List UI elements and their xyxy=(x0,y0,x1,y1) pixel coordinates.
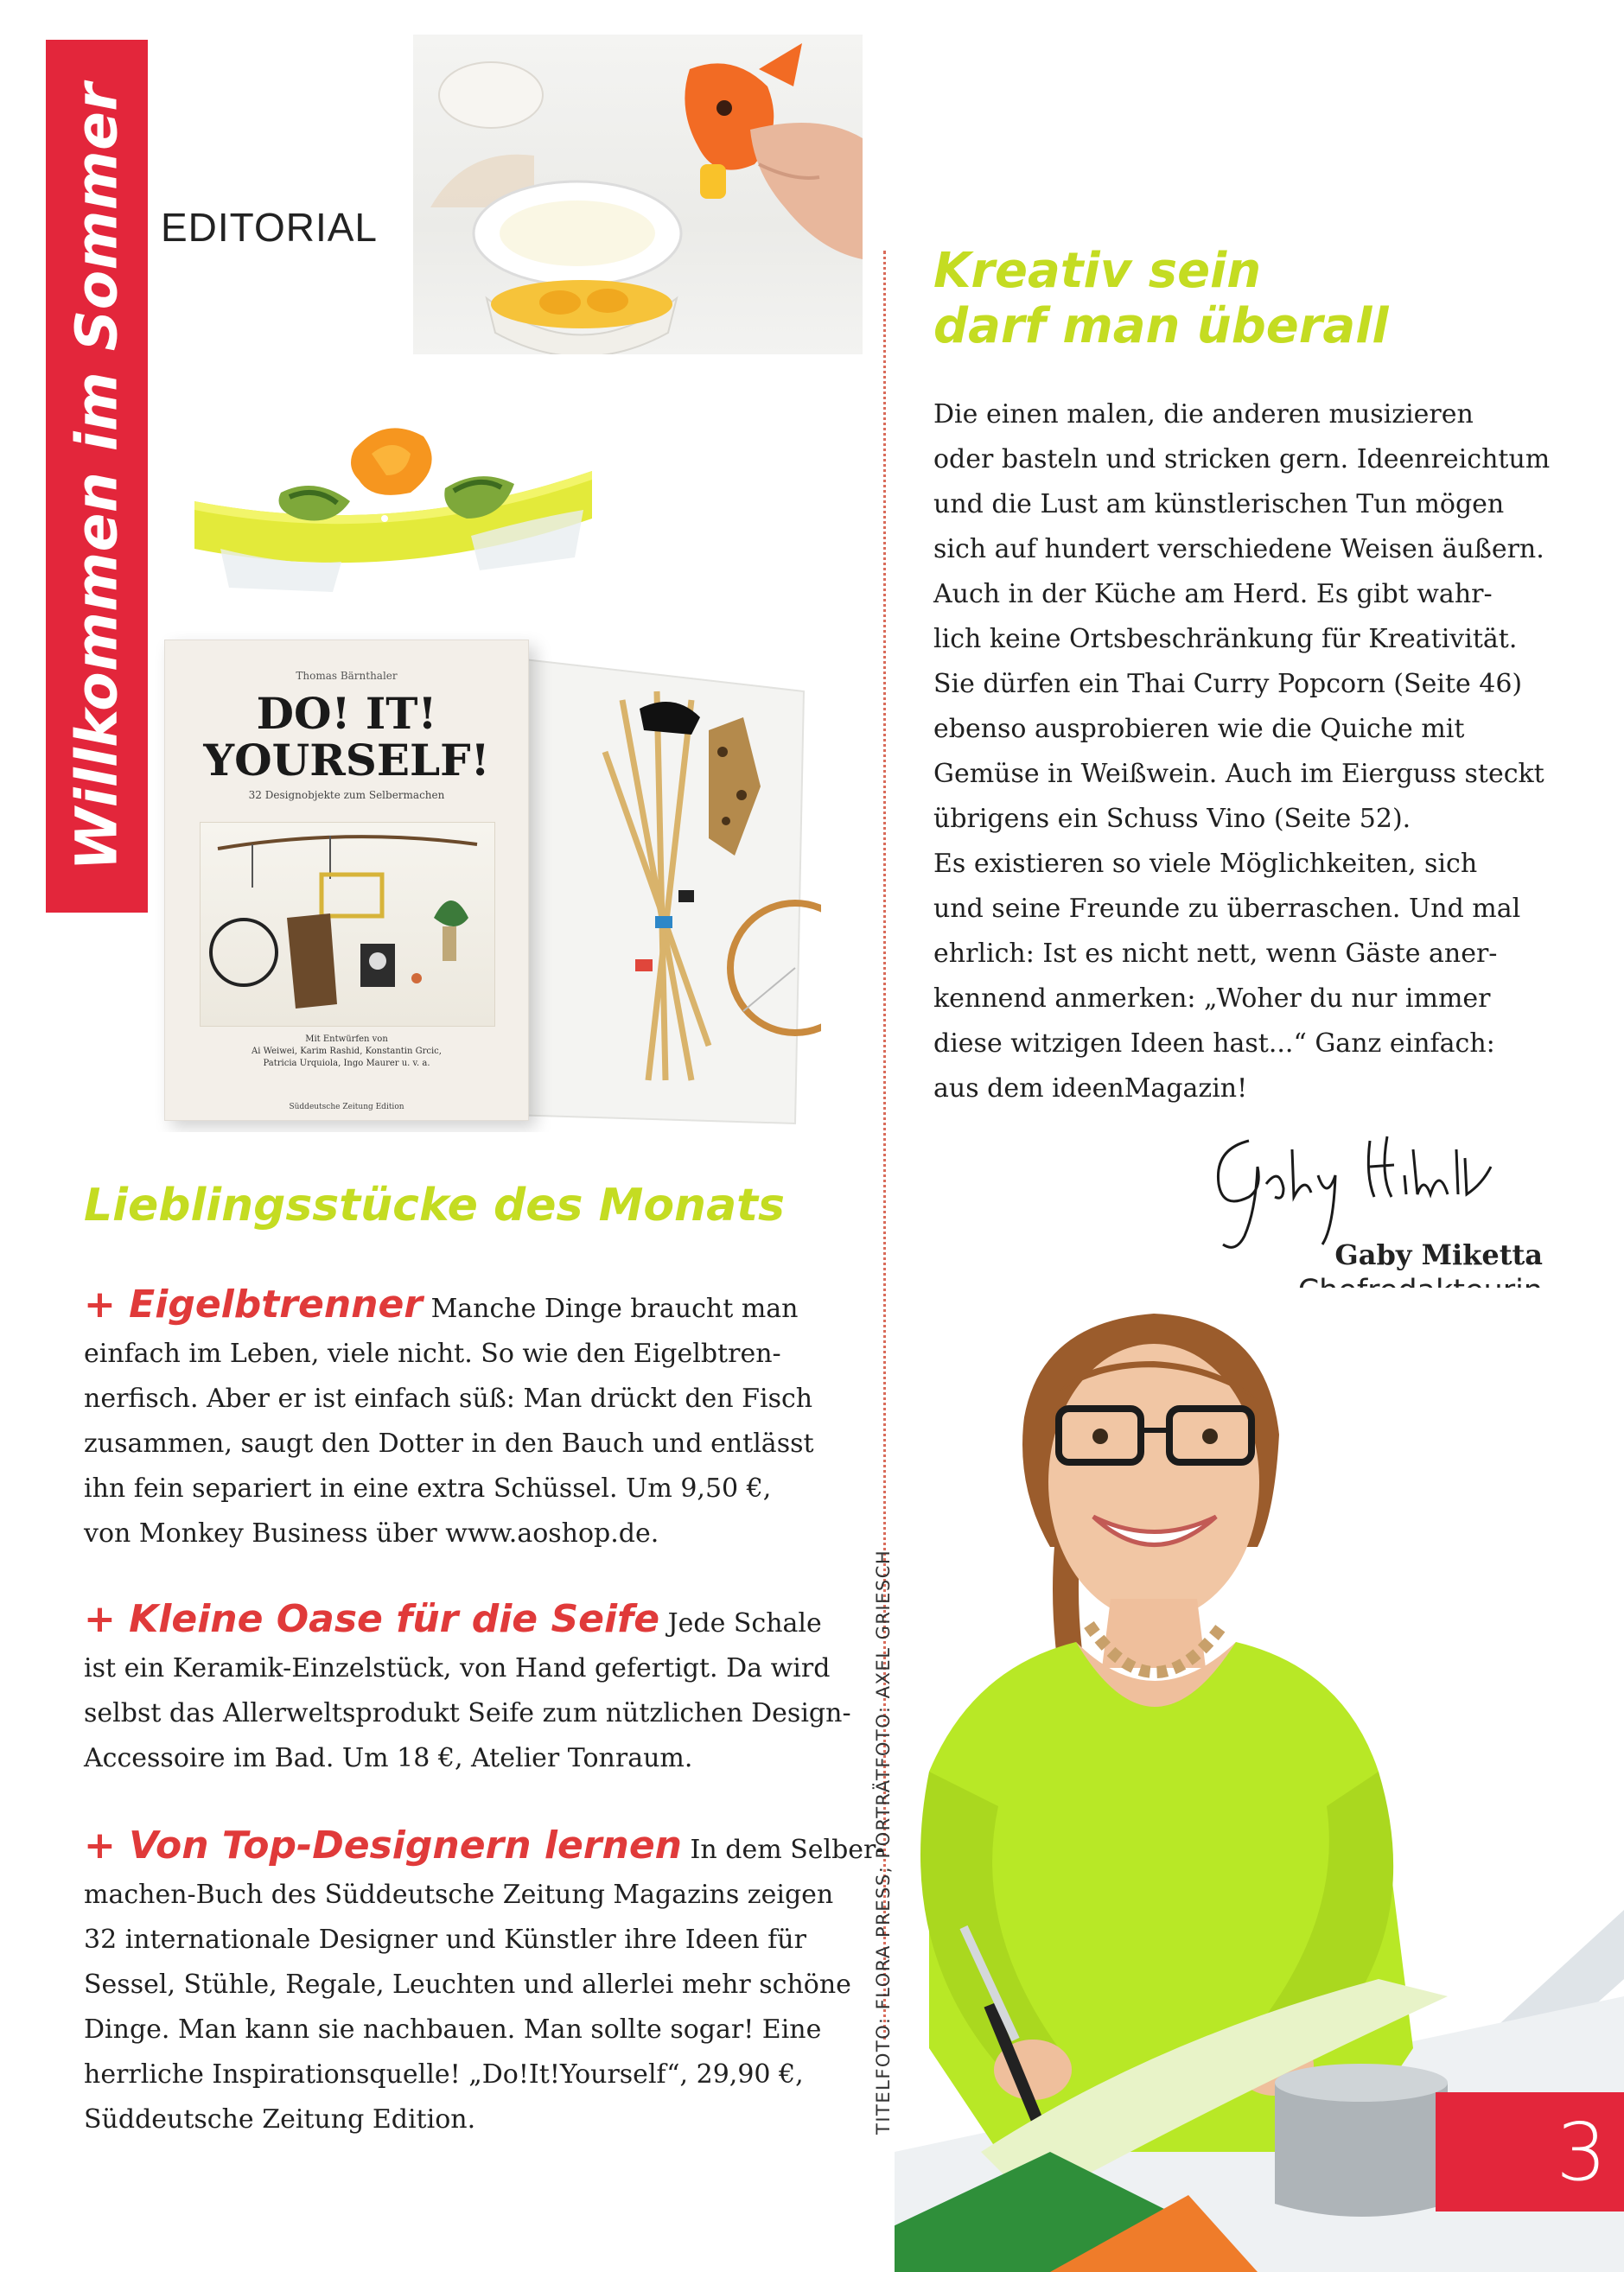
item-title: + Eigelbtrenner xyxy=(84,1282,424,1327)
favorites-heading: Lieblingsstücke des Monats xyxy=(84,1180,785,1231)
section-banner xyxy=(46,40,148,913)
favorite-item: + Eigelbtrenner Manche Dinge braucht man einfach im Leben, viele nicht. So wie den Eigelbtren- nerfisch. Aber er ist einfach süß: Man drückt den Fisch zusammen, saugt den Dotter in den Bauch und entlässt ihn fein separiert in eine extra Schüssel. Um 9,50 €, von Monkey Business über www.aoshop.de. xyxy=(84,1282,814,1549)
favorite-item: + Kleine Oase für die Seife Jede Schale ist ein Keramik-Einzelstück, von Hand gefertigt. Da wird selbst das Allerweltsprodukt Seife zum nützlichen Design- Accessoire im Bad. Um 18 €, Atelier Tonraum. xyxy=(84,1597,851,1773)
item-title: + Kleine Oase für die Seife xyxy=(84,1597,660,1641)
section-label: EDITORIAL xyxy=(161,205,378,250)
book-subtitle: 32 Designobjekte zum Selbermachen xyxy=(248,789,445,801)
body-line: Sie dürfen ein Thai Curry Popcorn (Seite 46) xyxy=(933,669,1523,699)
body-line: kennend anmerken: „Woher du nur immer xyxy=(933,983,1491,1014)
egg-separator-photo xyxy=(413,35,863,354)
soap-dish-photo xyxy=(186,389,601,605)
page-number: 3 xyxy=(1556,2105,1607,2199)
photo-credit: TITELFOTO: FLORA PRESS; PORTRÄTFOTO: AXEL GRIESCH xyxy=(873,1549,894,2135)
author-name: Gaby Miketta xyxy=(1334,1238,1543,1271)
body-line: lich keine Ortsbeschränkung für Kreativität. xyxy=(933,624,1518,654)
body-line: Die einen malen, die anderen musizieren xyxy=(933,399,1474,430)
body-line: und seine Freunde zu überraschen. Und mal xyxy=(933,894,1521,924)
book-cover xyxy=(164,640,529,1121)
book-cover-image xyxy=(200,822,495,1027)
editorial-body xyxy=(933,392,1590,1111)
body-line: sich auf hundert verschiedene Weisen äußern. xyxy=(933,534,1544,564)
body-line: aus dem ideenMagazin! xyxy=(933,1073,1248,1104)
body-line: ehrlich: Ist es nicht nett, wenn Gäste aner- xyxy=(933,939,1498,969)
body-line: ebenso ausprobieren wie die Quiche mit xyxy=(933,714,1465,744)
book-publisher: Süddeutsche Zeitung Edition xyxy=(289,1103,404,1111)
body-line: diese witzigen Ideen hast...“ Ganz einfach: xyxy=(933,1028,1495,1059)
book-credits: Mit Entwürfen von Ai Weiwei, Karim Rashid, Konstantin Grcic, Patricia Urquiola, Ingo Maurer u. v. a. xyxy=(252,1034,442,1068)
favorite-item: + Von Top-Designern lernen In dem Selber- machen-Buch des Süddeutsche Zeitung Magazins zeigen 32 internationale Designer und Künstler ihre Ideen für Sessel, Stühle, Regale, Leuchten und allerlei mehr schöne Dinge. Man kann sie nachbauen. Man sollte sogar! Eine herrliche Inspirationsquelle! „Do!It!Yourself“, 29,90 €, Süddeutsche Zeitung Edition. xyxy=(84,1823,885,2135)
body-line: Auch in der Küche am Herd. Es gibt wahr- xyxy=(933,579,1493,609)
body-line: übrigens ein Schuss Vino (Seite 52). xyxy=(933,804,1411,834)
book-title-line-2: YOURSELF! xyxy=(203,735,490,786)
book-title-line-1: DO! IT! xyxy=(256,688,437,739)
editorial-headline: Kreativ sein darf man überall xyxy=(933,243,1389,354)
book-author: Thomas Bärnthaler xyxy=(296,670,398,682)
body-line: und die Lust am künstlerischen Tun mögen xyxy=(933,489,1505,519)
item-title: + Von Top-Designern lernen xyxy=(84,1823,682,1868)
page-number-badge xyxy=(1436,2092,1624,2212)
body-line: Es existieren so viele Möglichkeiten, sich xyxy=(933,849,1478,879)
body-line: oder basteln und stricken gern. Ideenreichtum xyxy=(933,444,1551,474)
banner-text: Willkommen im Sommer xyxy=(63,82,131,870)
book-photo xyxy=(138,631,821,1132)
body-line: Gemüse in Weißwein. Auch im Eierguss steckt xyxy=(933,759,1544,789)
